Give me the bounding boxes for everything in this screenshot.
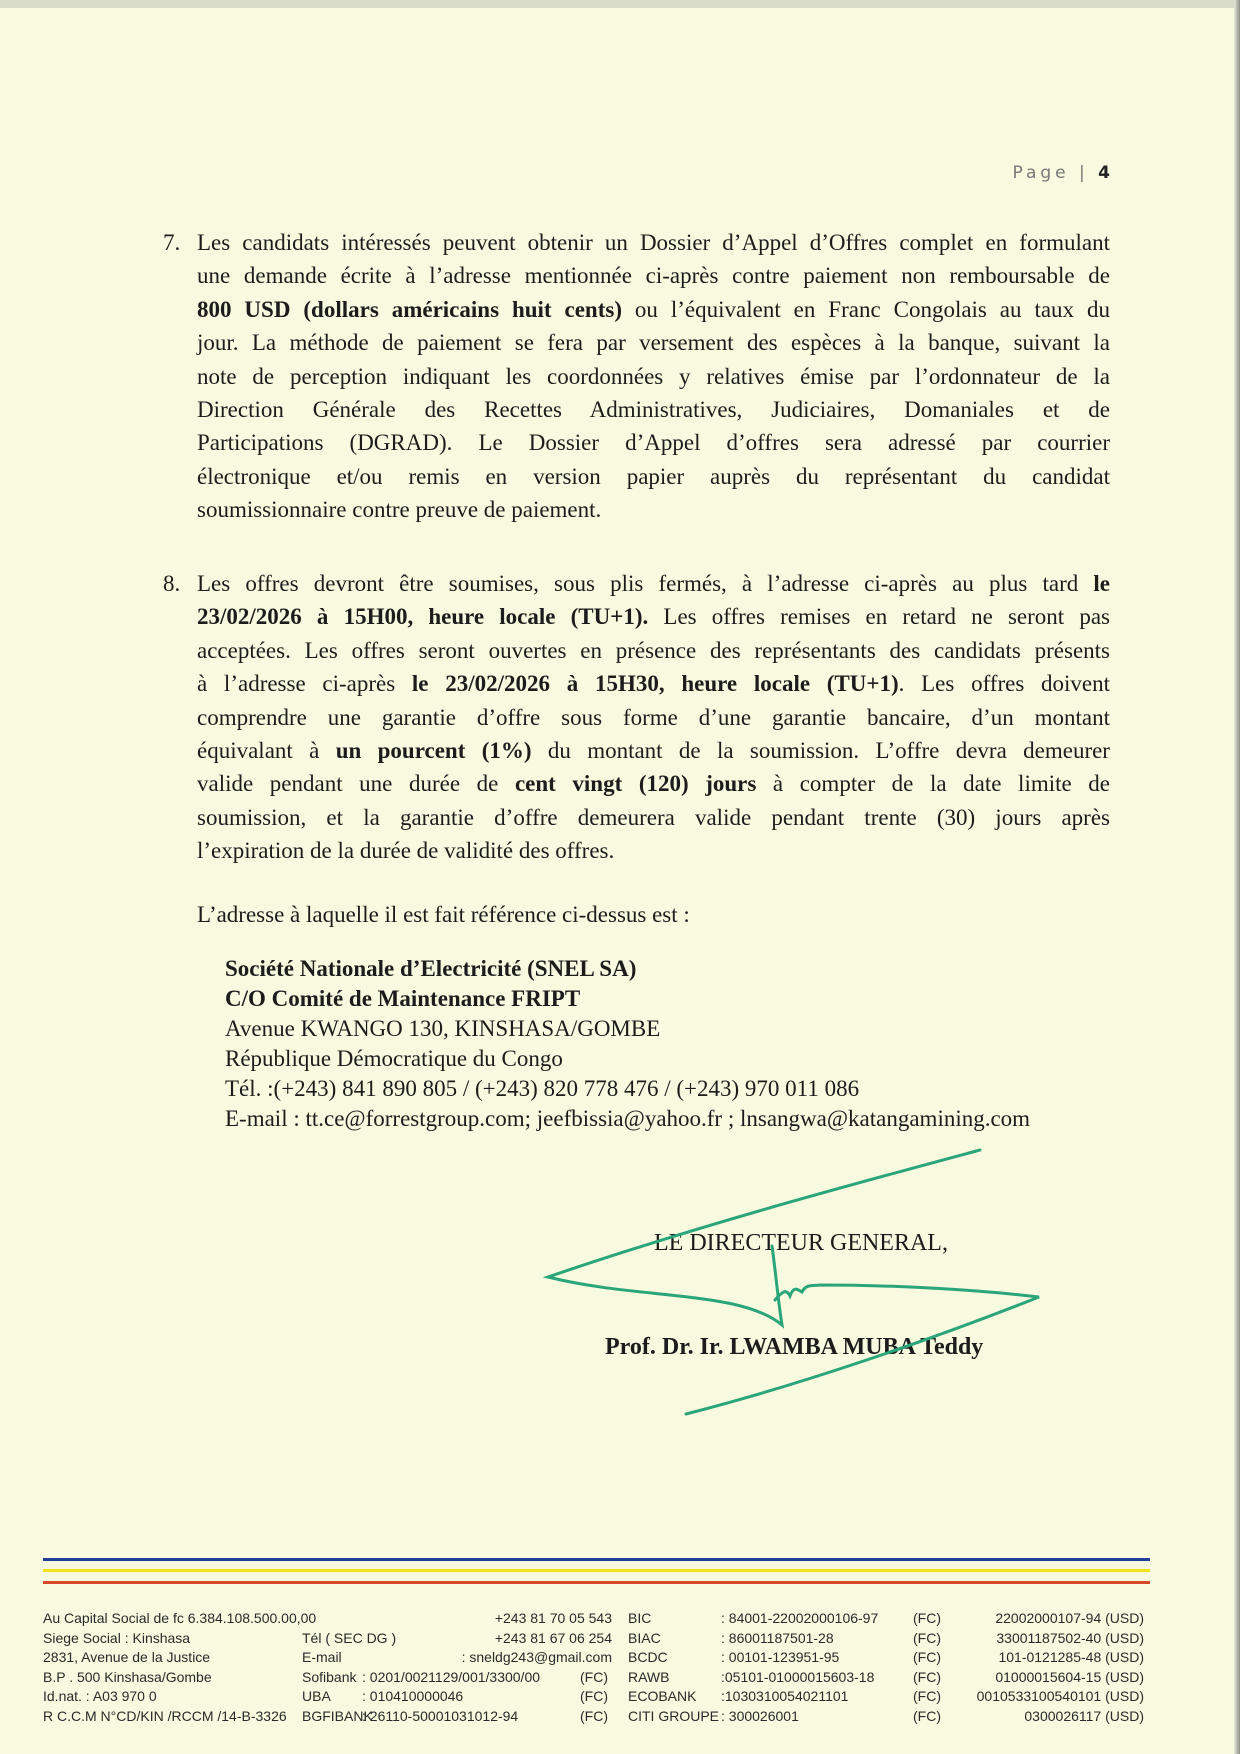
text-segment: soumission, et la garantie d’offre demeurera valide pendant trente (30) jours après bbox=[197, 804, 1110, 830]
text-segment: Les offres devront être soumises, sous plis fermés, à l’adresse ci-après au plus tard bbox=[197, 571, 1094, 596]
bold-text: le 23/02/2026 à 15H30, heure locale (TU+1) bbox=[411, 671, 899, 697]
footer-acc: : 86001187501-28 bbox=[721, 1629, 834, 1646]
footer-left: Id.nat. : A03 970 0 bbox=[43, 1688, 157, 1704]
text-segment: une demande écrite à l’adresse mentionnée ci-après contre paiement non remboursable de bbox=[197, 263, 1110, 289]
footer-fc: (FC) bbox=[913, 1649, 941, 1665]
address-country: République Démocratique du Congo bbox=[225, 1046, 563, 1071]
footer-mid-value: : sneldg243@gmail.com bbox=[461, 1649, 612, 1665]
footer-usd: 01000015604-15 (USD) bbox=[995, 1668, 1144, 1685]
footer-usd: 33001187502-40 (USD) bbox=[996, 1629, 1144, 1646]
text-segment: ou l’équivalent en Franc Congolais au taux du bbox=[622, 296, 1110, 322]
address-street: Avenue KWANGO 130, KINSHASA/GOMBE bbox=[225, 1016, 661, 1041]
address-tel: Tél. :(+243) 841 890 805 / (+243) 820 778 476 / (+243) 970 011 086 bbox=[225, 1076, 860, 1101]
footer-fc: (FC) bbox=[913, 1668, 941, 1685]
footer-left: 2831, Avenue de la Justice bbox=[43, 1649, 211, 1665]
text-segment: . Les offres doivent bbox=[898, 671, 1111, 697]
footer-mid-cur: (FC) bbox=[580, 1688, 608, 1704]
reference-intro: L’adresse à laquelle il est fait référence ci-dessus est : bbox=[197, 902, 690, 927]
bold-text: 800 USD (dollars américains huit cents) bbox=[197, 296, 622, 322]
text-segment: à l’adresse ci-après bbox=[197, 671, 412, 697]
footer-left: Siege Social : Kinshasa bbox=[43, 1629, 191, 1646]
footer-acc: :1030310054021101 bbox=[721, 1688, 849, 1704]
footer-bank: BIC bbox=[628, 1610, 652, 1626]
footer-fc: (FC) bbox=[913, 1610, 941, 1626]
footer-mid-label: Tél ( SEC DG ) bbox=[302, 1629, 397, 1646]
footer-mid-label: UBA bbox=[302, 1688, 331, 1704]
footer-fc: (FC) bbox=[913, 1629, 941, 1646]
text-segment: note de perception indiquant les coordonnées y relatives émise par l’ordonnateur de la bbox=[197, 363, 1110, 389]
footer-usd: 22002000107-94 (USD) bbox=[995, 1610, 1144, 1626]
footer-left: R C.C.M N°CD/KIN /RCCM /14-B-3326 bbox=[43, 1707, 287, 1724]
footer-mid-label: E-mail bbox=[302, 1649, 342, 1665]
footer-mid-value: : 26110-50001031012-94 bbox=[362, 1707, 519, 1724]
text-segment: Les offres remises en retard ne seront pas bbox=[648, 604, 1110, 630]
footer-fc: (FC) bbox=[913, 1688, 941, 1704]
text-segment: Les candidats intéressés peuvent obtenir un Dossier d’Appel d’Offres complet en formulant bbox=[197, 230, 1110, 255]
paragraph-number: 8. bbox=[163, 571, 181, 596]
header-band-line bbox=[43, 1569, 1150, 1572]
footer-acc: : 84001-22002000106-97 bbox=[721, 1610, 879, 1626]
signatory-name: Prof. Dr. Ir. LWAMBA MUBA Teddy bbox=[605, 1334, 984, 1360]
text-segment: soumissionnaire contre preuve de paiement. bbox=[197, 497, 602, 523]
bold-text: un pourcent (1%) bbox=[335, 737, 532, 763]
footer-usd: 0010533100540101 (USD) bbox=[976, 1688, 1144, 1704]
footer-bank: ECOBANK bbox=[628, 1688, 697, 1704]
text-segment: comprendre une garantie d’offre sous forme d’une garantie bancaire, d’un montant bbox=[197, 704, 1110, 730]
address-email: E-mail : tt.ce@forrestgroup.com; jeefbissia@yahoo.fr ; lnsangwa@katangamining.com bbox=[225, 1106, 1031, 1131]
footer-usd: 0300026117 (USD) bbox=[1024, 1707, 1144, 1724]
bold-text: cent vingt (120) jours bbox=[514, 771, 757, 797]
footer-fc: (FC) bbox=[913, 1707, 941, 1724]
footer-mid-cur: (FC) bbox=[580, 1668, 608, 1685]
text-segment: acceptées. Les offres seront ouvertes en présence des représentants des candidats présents bbox=[197, 637, 1110, 663]
footer-acc: : 00101-123951-95 bbox=[721, 1649, 840, 1665]
text-segment: électronique et/ou remis en version papier auprès du représentant du candidat bbox=[197, 463, 1110, 489]
header-band-line bbox=[43, 1581, 1150, 1584]
footer-bank: RAWB bbox=[628, 1668, 670, 1685]
footer-bank: CITI GROUPE bbox=[628, 1707, 720, 1724]
text-segment: jour. La méthode de paiement se fera par versement des espèces à la banque, suivant la bbox=[197, 330, 1110, 356]
footer-left: B.P . 500 Kinshasa/Gombe bbox=[43, 1668, 212, 1685]
footer-bank: BIAC bbox=[628, 1629, 661, 1646]
footer-mid-label: BGFIBANK bbox=[302, 1707, 373, 1724]
footer-usd: 101-0121285-48 (USD) bbox=[998, 1649, 1144, 1665]
footer-acc: :05101-01000015603-18 bbox=[721, 1668, 875, 1685]
bold-text: 23/02/2026 à 15H00, heure locale (TU+1). bbox=[197, 604, 649, 630]
signatory-title: LE DIRECTEUR GENERAL, bbox=[654, 1230, 948, 1256]
page-label: Page | bbox=[1012, 163, 1089, 183]
bold-text: le bbox=[1093, 571, 1110, 596]
paragraph-number: 7. bbox=[163, 230, 181, 255]
footer-mid-value: +243 81 70 05 543 bbox=[494, 1610, 612, 1626]
footer-acc: : 300026001 bbox=[721, 1707, 799, 1724]
footer-mid-label: Sofibank bbox=[302, 1668, 357, 1685]
footer-left: Au Capital Social de fc 6.384.108.500.00,00 bbox=[43, 1610, 317, 1626]
header-band-line bbox=[43, 1558, 1150, 1561]
footer-mid-value: : 0201/0021129/001/3300/00 bbox=[362, 1668, 541, 1685]
address-co: C/O Comité de Maintenance FRIPT bbox=[225, 986, 581, 1011]
footer-mid-value: : 010410000046 bbox=[362, 1688, 464, 1704]
text-segment: l’expiration de la durée de validité des offres. bbox=[197, 838, 615, 864]
footer-mid-value: +243 81 67 06 254 bbox=[494, 1629, 612, 1646]
text-segment: à compter de la date limite de bbox=[756, 771, 1111, 797]
text-segment: Direction Générale des Recettes Administratives, Judiciaires, Domaniales et de bbox=[197, 396, 1110, 422]
page-number-value: 4 bbox=[1098, 163, 1110, 183]
text-segment: du montant de la soumission. L’offre devra demeurer bbox=[531, 737, 1110, 763]
address-org: Société Nationale d’Electricité (SNEL SA) bbox=[225, 956, 637, 981]
footer-mid-cur: (FC) bbox=[580, 1707, 608, 1724]
footer-bank: BCDC bbox=[628, 1649, 668, 1665]
text-segment: Participations (DGRAD). Le Dossier d’Appel d’offres sera adressé par courrier bbox=[197, 430, 1110, 456]
text-segment: valide pendant une durée de bbox=[197, 771, 515, 797]
text-segment: équivalant à bbox=[197, 737, 336, 763]
